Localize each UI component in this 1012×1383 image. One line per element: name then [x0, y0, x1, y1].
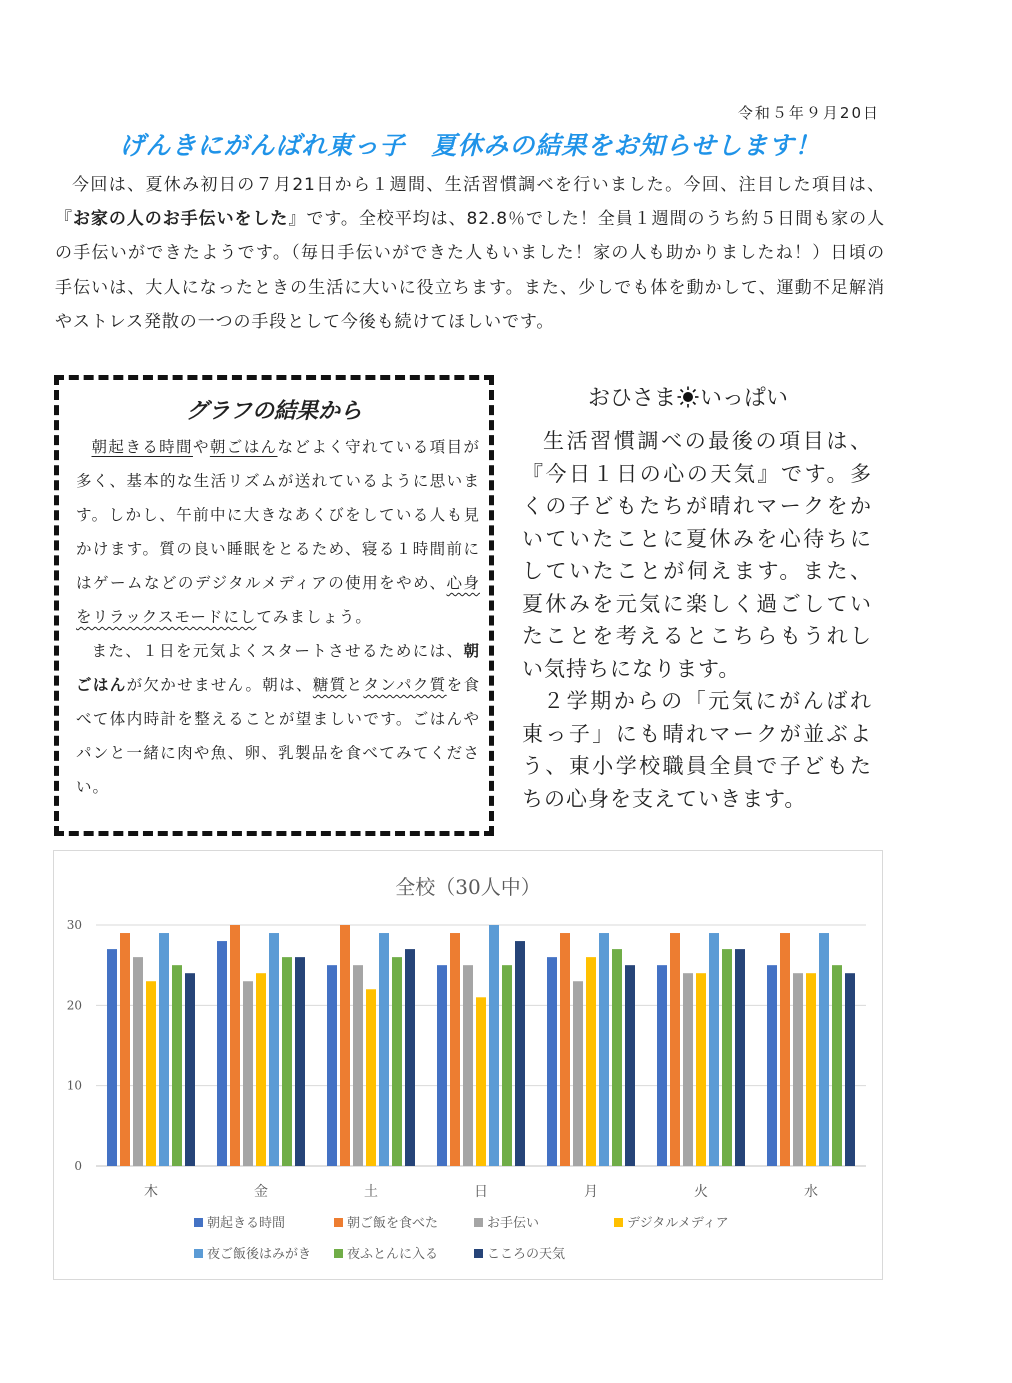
bar: [502, 965, 512, 1166]
box-paragraph-2: [76, 634, 480, 804]
bar: [379, 933, 389, 1166]
bar-chart: [53, 850, 883, 1280]
box-text: を食べて体内時計を整えることが望ましいです。ごはんやパンと一緒に肉や魚、卵、乳製品を食べてみてください。: [76, 676, 480, 796]
x-tick-label: 日: [474, 1184, 488, 1200]
bar: [437, 965, 447, 1166]
bar: [243, 981, 253, 1166]
bar: [780, 933, 790, 1166]
intro-paragraph: [55, 168, 885, 339]
y-tick-label: 30: [66, 918, 82, 932]
legend-label: 夜ご飯後はみがき: [207, 1247, 312, 1262]
bar: [450, 933, 460, 1166]
bar: [735, 949, 745, 1166]
bar: [793, 973, 803, 1166]
chart-svg: [54, 851, 884, 1281]
box-text: や: [192, 438, 210, 456]
bar: [256, 973, 266, 1166]
x-tick-label: 水: [804, 1184, 818, 1200]
x-tick-label: 金: [254, 1184, 268, 1200]
sun-icon: [677, 386, 699, 408]
graph-results-box: [54, 375, 494, 836]
wavy-underline-protein: タンパク質: [363, 676, 447, 694]
x-tick-label: 火: [694, 1184, 708, 1200]
title-part-a: おひさま: [588, 386, 677, 411]
legend-swatch: [194, 1218, 203, 1227]
legend-label: 夜ふとんに入る: [347, 1247, 439, 1262]
legend-swatch: [334, 1249, 343, 1258]
bar: [832, 965, 842, 1166]
bar: [845, 973, 855, 1166]
legend-swatch: [614, 1218, 623, 1227]
title-part-b: いっぱい: [700, 386, 789, 411]
bar: [476, 997, 486, 1166]
x-tick-label: 木: [144, 1184, 158, 1200]
bar: [133, 957, 143, 1166]
bar: [767, 965, 777, 1166]
legend-label: 朝起きる時間: [207, 1216, 286, 1231]
box-title: グラフの結果から: [185, 399, 362, 424]
bar: [295, 957, 305, 1166]
bar: [806, 973, 816, 1166]
y-tick-label: 20: [66, 998, 82, 1013]
intro-text-2: 』です。全校平均は、82.8％でした！全員１週間のうち約５日間も家の人の手伝いができたようです。（毎日手伝いができた人もいました！家の人も助かりましたね！）日頃の手伝いは、大人になったときの生活に大いに役立ちます。また、少しでも体を動かして、運動不足解消やストレス発散の一つの手段として今後も続けてほしいです。: [55, 209, 885, 332]
bar: [612, 949, 622, 1166]
box-body: [76, 430, 480, 804]
bar: [107, 949, 117, 1166]
bar: [146, 981, 156, 1166]
x-tick-label: 月: [584, 1184, 598, 1200]
bar: [405, 949, 415, 1166]
box-text: また、１日を元気よくスタートさせるためには、: [91, 642, 464, 660]
bar: [463, 965, 473, 1166]
legend-label: デジタルメディア: [627, 1216, 729, 1231]
bar: [159, 933, 169, 1166]
box-text: てみましょう。: [256, 608, 372, 626]
bar: [217, 941, 227, 1166]
sunshine-body: [522, 425, 872, 815]
bar: [683, 973, 693, 1166]
box-text: などよく守れている項目が多く、基本的な生活リズムが送れているように思います。しかし、午前中に大きなあくびをしている人も見かけます。質の良い睡眠をとるため、寝る１時間前にはゲームなどのデジタルメディアの使用をやめ、: [76, 438, 480, 592]
bar: [230, 925, 240, 1166]
box-text: と: [346, 676, 364, 694]
legend-swatch: [474, 1249, 483, 1258]
bar: [489, 925, 499, 1166]
y-tick-label: 0: [74, 1159, 82, 1173]
legend-label: お手伝い: [487, 1216, 540, 1231]
bar: [515, 941, 525, 1166]
box-text: が欠かせません。朝は、: [126, 676, 313, 694]
bar: [327, 965, 337, 1166]
bar: [172, 965, 182, 1166]
bar: [120, 933, 130, 1166]
sunshine-title: [588, 381, 788, 412]
issue-date: 令和５年９月20日: [737, 104, 880, 122]
bar: [670, 933, 680, 1166]
x-tick-label: 土: [364, 1184, 378, 1200]
bar: [625, 965, 635, 1166]
bar: [696, 973, 706, 1166]
sunshine-paragraph-2: ２学期からの「元気にがんばれ東っ子」にも晴れマークが並ぶよう、東小学校職員全員で子どもたちの心身を支えていきます。: [522, 689, 872, 811]
bar: [366, 989, 376, 1166]
underline-wakeup: 朝起きる時間: [91, 438, 193, 456]
box-paragraph-1: [76, 430, 480, 634]
headline: げんきにがんばれ東っ子 夏休みの結果をお知らせします！: [119, 131, 821, 160]
bar: [819, 933, 829, 1166]
underline-breakfast: 朝ごはん: [209, 438, 278, 456]
legend-label: 朝ご飯を食べた: [347, 1216, 439, 1231]
bar: [392, 957, 402, 1166]
y-tick-label: 10: [66, 1078, 82, 1093]
bar: [573, 981, 583, 1166]
bar: [185, 973, 195, 1166]
bar: [722, 949, 732, 1166]
legend-swatch: [194, 1249, 203, 1258]
bar: [709, 933, 719, 1166]
bar: [586, 957, 596, 1166]
wavy-underline-relax: 心身をリラックスモードにし: [76, 574, 480, 626]
bar: [657, 965, 667, 1166]
bar: [560, 933, 570, 1166]
legend-label: こころの天気: [487, 1247, 566, 1262]
bar: [353, 965, 363, 1166]
bar: [599, 933, 609, 1166]
wavy-underline-sugar: 糖質: [312, 676, 347, 694]
bar: [547, 957, 557, 1166]
bold-breakfast: 朝ごはん: [76, 642, 480, 694]
legend-swatch: [334, 1218, 343, 1227]
bar: [269, 933, 279, 1166]
bar: [282, 957, 292, 1166]
chart-title: 全校（30人中）: [395, 875, 541, 899]
legend-swatch: [474, 1218, 483, 1227]
bar: [340, 925, 350, 1166]
intro-highlight: お家の人のお手伝いをした: [72, 209, 289, 230]
sunshine-paragraph-1: 生活習慣調べの最後の項目は、『今日１日の心の天気』です。多くの子どもたちが晴れマークをかいていたことに夏休みを心待ちにしていたことが伺えます。また、夏休みを元気に楽しく過ごしていたことを考えるとこちらもうれしい気持ちになります。: [522, 429, 872, 681]
intro-text-1: 今回は、夏休み初日の７月21日から１週間、生活習慣調べを行いました。今回、注目した項目は、『: [55, 175, 885, 230]
